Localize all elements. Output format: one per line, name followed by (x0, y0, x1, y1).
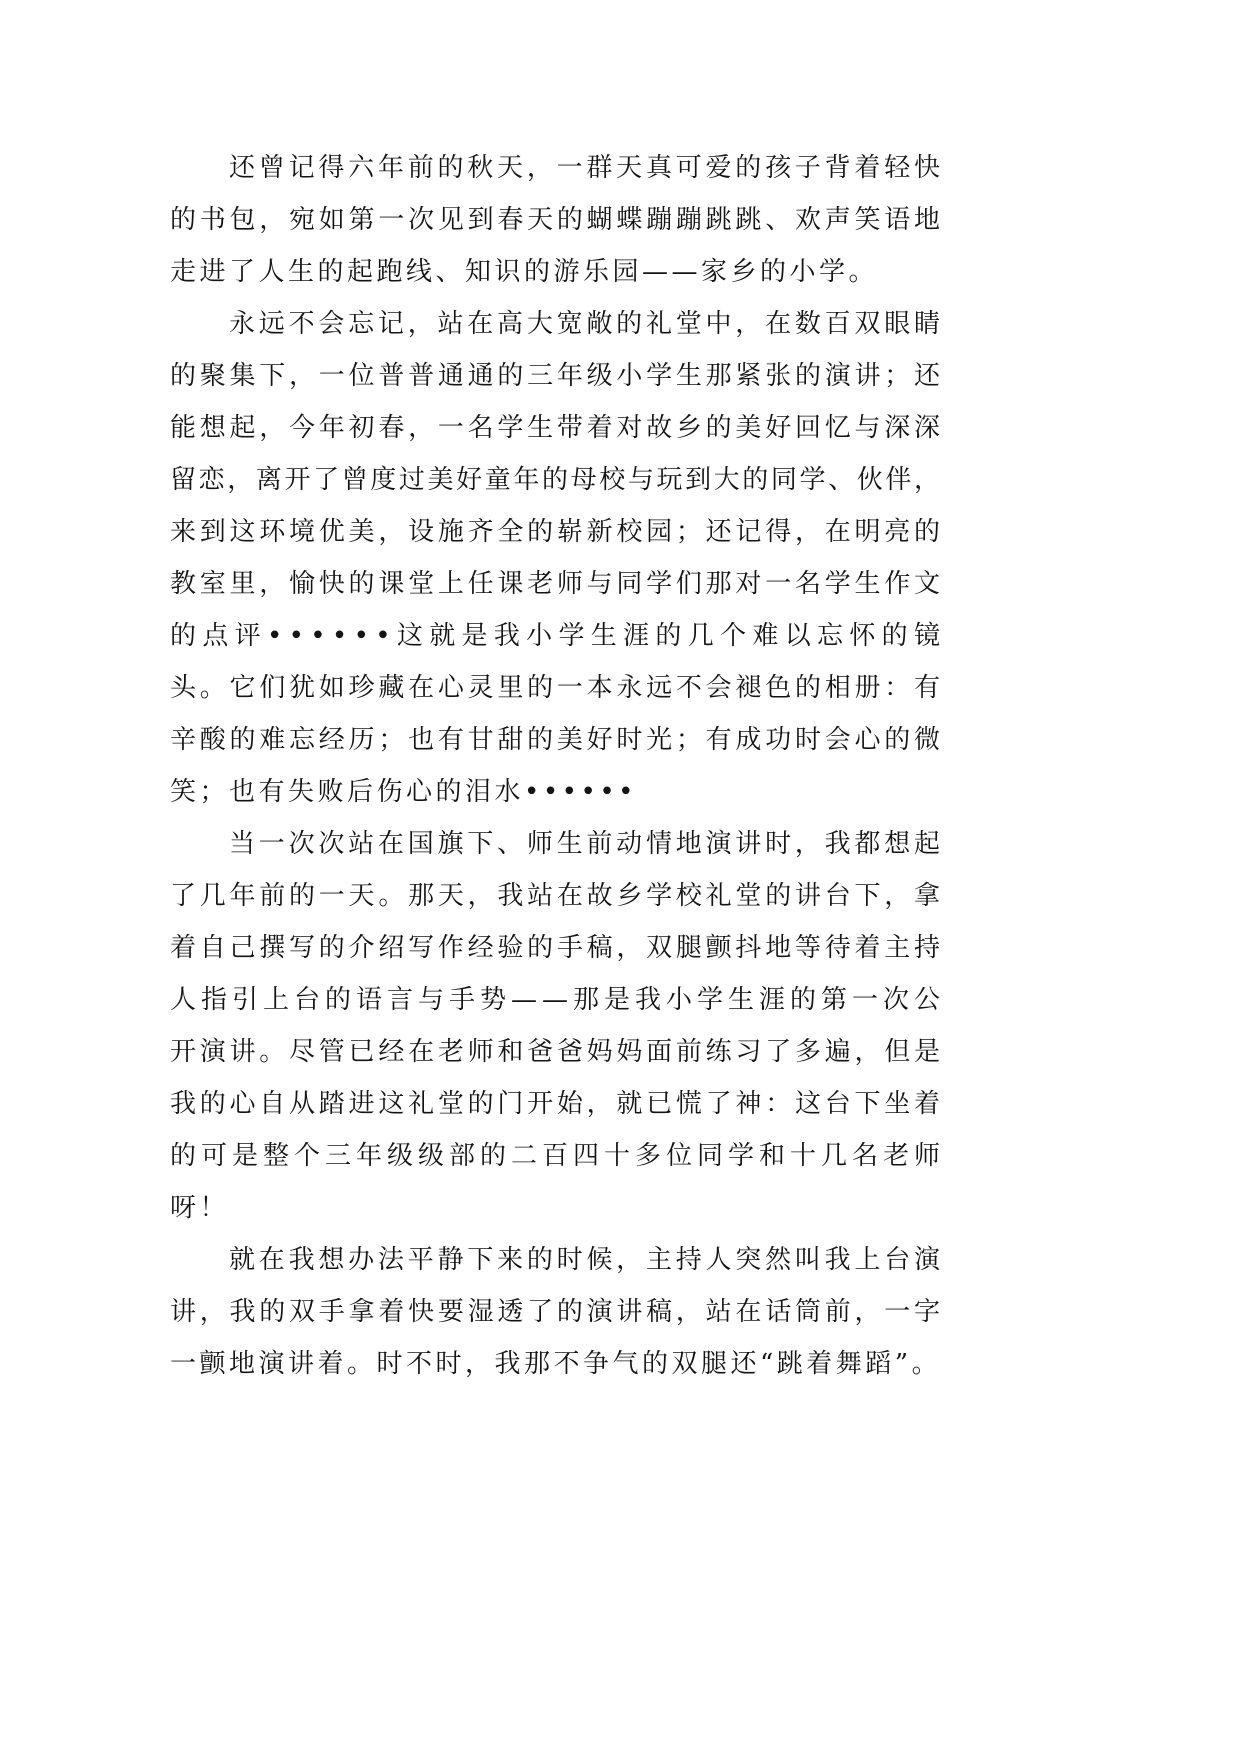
text-line: 了几年前的一天。那天，我站在故乡学校礼堂的讲台下，拿 (170, 881, 944, 911)
text-line: 的聚集下，一位普普通通的三年级小学生那紧张的演讲；还 (170, 361, 944, 391)
text-line: 走进了人生的起跑线、知识的游乐园——家乡的小学。 (170, 257, 879, 287)
paragraph (170, 818, 945, 1234)
text-line: 来到这环境优美，设施齐全的崭新校园；还记得，在明亮的 (170, 517, 944, 547)
text-line: 一颤地演讲着。时不时，我那不争气的双腿还“跳着舞蹈”。 (170, 1349, 942, 1379)
text-line: 着自己撰写的介绍写作经验的手稿，双腿颤抖地等待着主持 (170, 933, 944, 963)
text-line: 笑；也有失败后伤心的泪水•••••• (170, 777, 638, 807)
text-line: 人指引上台的语言与手势——那是我小学生涯的第一次公 (170, 985, 945, 1015)
text-line: 留恋，离开了曾度过美好童年的母校与玩到大的同学、伙伴， (170, 465, 943, 495)
text-line: 就在我想办法平静下来的时候，主持人突然叫我上台演 (229, 1245, 944, 1275)
text-line: 永远不会忘记，站在高大宽敞的礼堂中，在数百双眼睛 (229, 309, 944, 339)
text-line: 开演讲。尽管已经在老师和爸爸妈妈面前练习了多遍，但是 (170, 1037, 944, 1067)
text-line: 呀！ (170, 1193, 230, 1223)
paragraph (170, 298, 947, 818)
text-line: 的点评••••••这就是我小学生涯的几个难以忘怀的镜 (170, 621, 947, 651)
text-line: 能想起，今年初春，一名学生带着对故乡的美好回忆与深深 (170, 413, 944, 443)
document-body (170, 142, 947, 1390)
text-line: 还曾记得六年前的秋天，一群天真可爱的孩子背着轻快 (229, 153, 944, 183)
paragraph (170, 1234, 944, 1390)
text-line: 头。它们犹如珍藏在心灵里的一本永远不会褪色的相册：有 (170, 673, 944, 703)
text-line: 当一次次站在国旗下、师生前动情地演讲时，我都想起 (229, 829, 944, 859)
text-line: 讲，我的双手拿着快要湿透了的演讲稿，站在话筒前，一字 (170, 1297, 944, 1327)
text-line: 我的心自从踏进这礼堂的门开始，就已慌了神：这台下坐着 (170, 1089, 944, 1119)
text-line: 的可是整个三年级级部的二百四十多位同学和十几名老师 (170, 1141, 945, 1171)
text-line: 教室里，愉快的课堂上任课老师与同学们那对一名学生作文 (170, 569, 944, 599)
text-line: 辛酸的难忘经历；也有甘甜的美好时光；有成功时会心的微 (170, 725, 944, 755)
text-line: 的书包，宛如第一次见到春天的蝴蝶蹦蹦跳跳、欢声笑语地 (170, 205, 944, 235)
paragraph (170, 142, 944, 298)
